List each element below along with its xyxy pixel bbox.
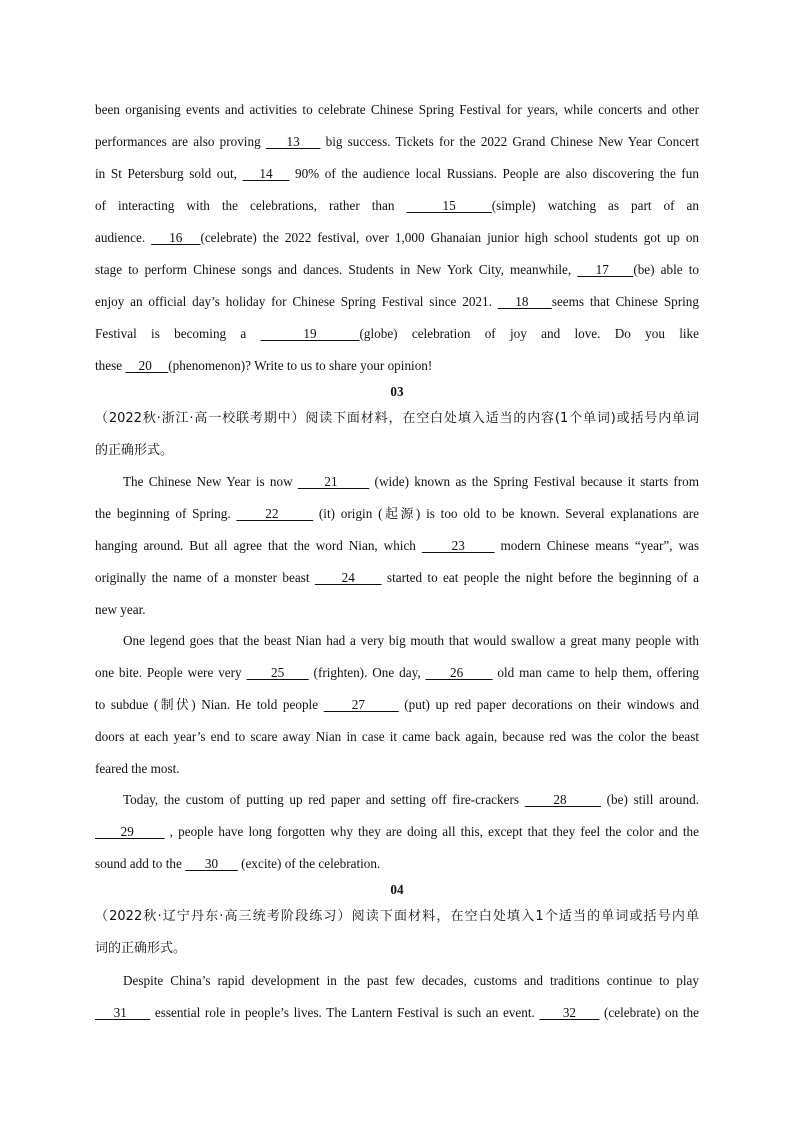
question-header: （2022秋·辽宁丹东·高三统考阶段练习）阅读下面材料，在空白处填入1个适当的单词或括号内单 [95,909,699,924]
text-line: enjoy an official day’s holiday for Chinese Spring Festival since 2021. 18 seems that Chinese Spring [95,294,699,309]
text-line: of interacting with the celebrations, rather than 15 (simple) watching as part of an [95,198,699,213]
text-line: the beginning of Spring. 22 (it) origin (起源) is too old to be known. Several explanations are [95,506,699,522]
text-line: feared the most. [95,761,180,776]
text-line: One legend goes that the beast Nian had a very big mouth that would swallow a great many people with [123,633,699,648]
text-line: one bite. People were very 25 (frighten). One day, 26 old man came to help them, offering [95,665,699,680]
text-line: Festival is becoming a 19 (globe) celebration of joy and love. Do you like [95,326,699,341]
text-line: sound add to the 30 (excite) of the celebration. [95,856,381,871]
text-line: Despite China’s rapid development in the past few decades, customs and traditions continue to play [123,973,699,988]
text-line: these 20 (phenomenon)? Write to us to share your opinion! [95,358,433,373]
section-number: 04 [390,882,404,897]
text-line: audience. 16 (celebrate) the 2022 festival, over 1,000 Ghanaian junior high school students got up on [95,230,699,245]
text-line: originally the name of a monster beast 24 started to eat people the night before the beginning of a [95,570,699,585]
text-line: hanging around. But all agree that the word Nian, which 23 modern Chinese means “year”, was [95,538,699,553]
text-line: stage to perform Chinese songs and dances. Students in New York City, meanwhile, 17 (be) able to [95,262,699,277]
text-line: been organising events and activities to celebrate Chinese Spring Festival for years, while concerts and other [95,102,699,117]
question-header: 词的正确形式。 [95,941,187,956]
text-line: performances are also proving 13 big success. Tickets for the 2022 Grand Chinese New Year Concert [95,134,699,149]
question-header: 的正确形式。 [95,443,174,458]
text-line: 31 essential role in people’s lives. The Lantern Festival is such an event. 32 (celebrate) on the [95,1005,699,1020]
text-line: doors at each year’s end to scare away Nian in case it came back again, because red was the color the beast [95,729,699,744]
question-header: （2022秋·浙江·高一校联考期中）阅读下面材料，在空白处填入适当的内容(1个单词)或括号内单词 [95,411,699,426]
text-line: in St Petersburg sold out, 14 90% of the audience local Russians. People are also discovering the fun [95,166,699,181]
text-line: The Chinese New Year is now 21 (wide) known as the Spring Festival because it starts from [123,474,699,489]
text-line: new year. [95,602,146,617]
text-line: Today, the custom of putting up red paper and setting off fire-crackers 28 (be) still around. [123,792,699,807]
section-number: 03 [390,384,404,399]
text-line: 29 , people have long forgotten why they are doing all this, except that they feel the color and the [95,824,699,839]
text-line: to subdue (制伏) Nian. He told people 27 (put) up red paper decorations on their windows and [95,697,699,713]
